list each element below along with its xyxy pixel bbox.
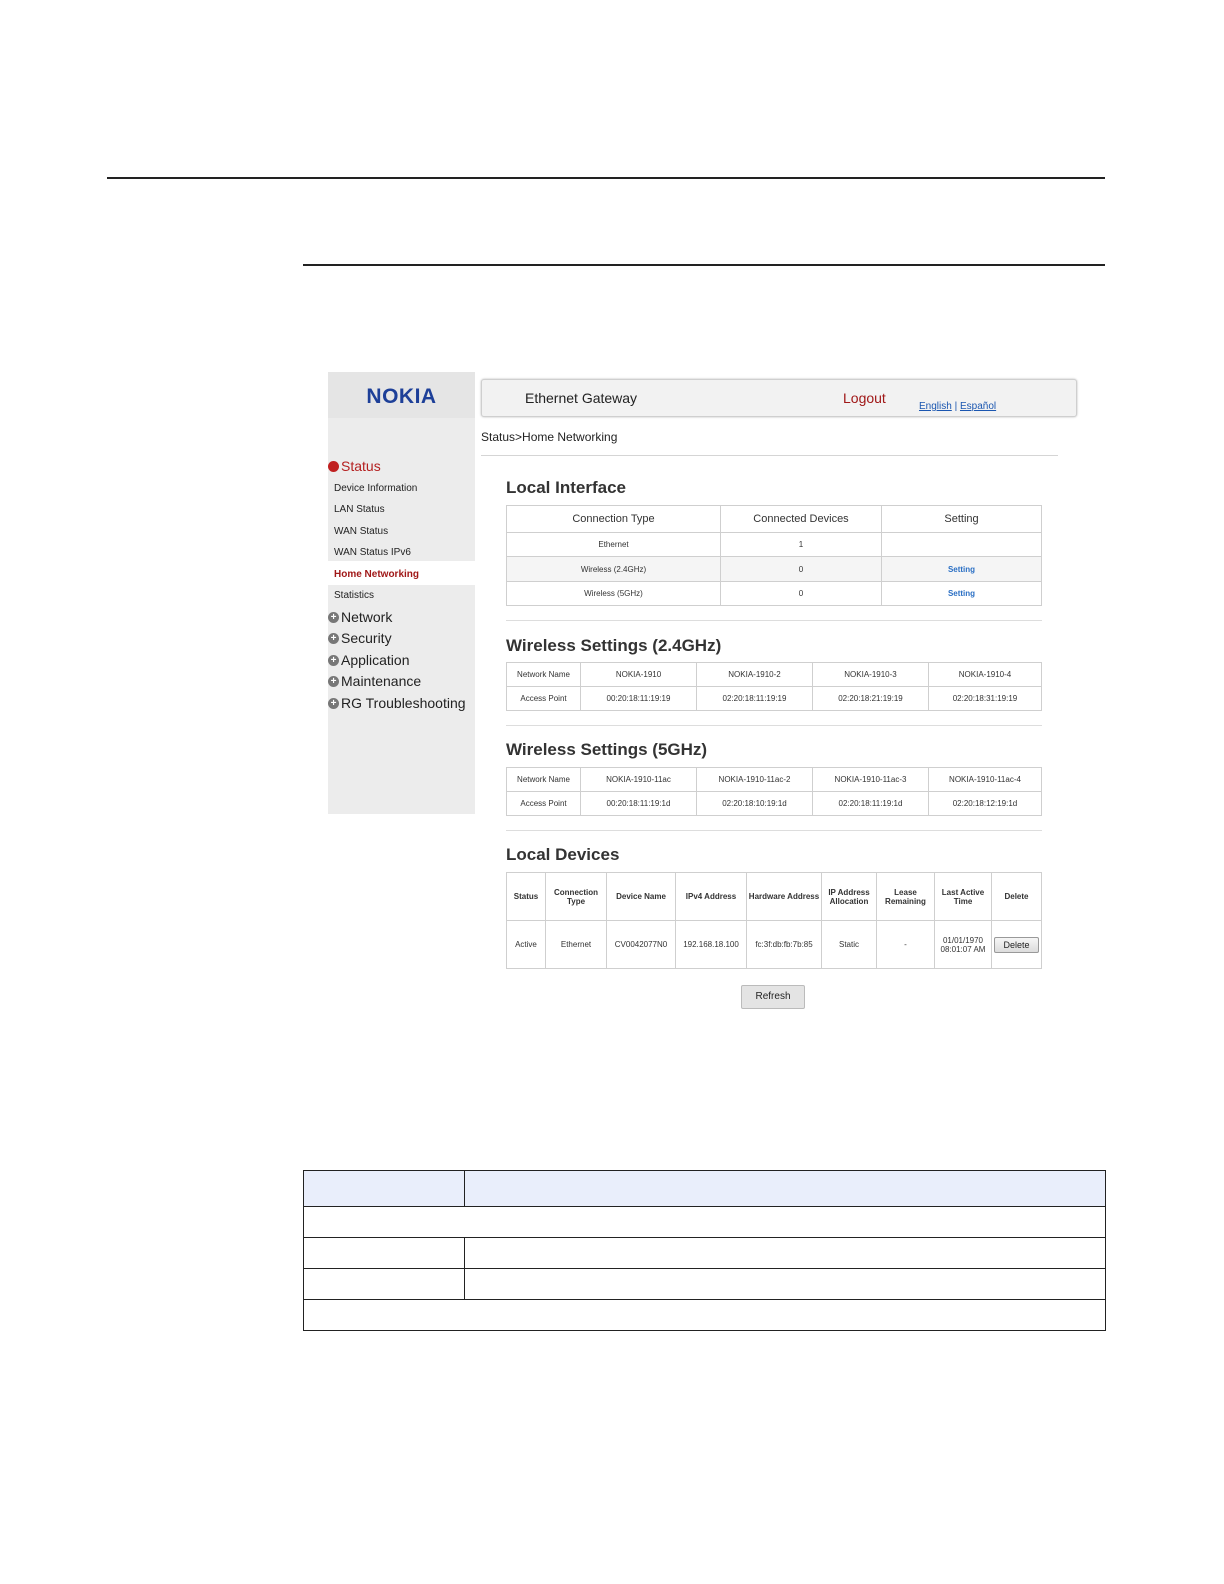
wireless-24-title: Wireless Settings (2.4GHz) bbox=[506, 636, 722, 655]
local-devices-table bbox=[506, 872, 1042, 969]
description-table bbox=[303, 1170, 1106, 1331]
cell-hardware: fc:3f:db:fb:7b:85 bbox=[747, 921, 822, 969]
sidebar-item-wan-status-ipv6[interactable]: WAN Status IPv6 bbox=[334, 547, 411, 558]
breadcrumb-divider bbox=[481, 455, 1058, 456]
col-hardware-address: Hardware Address bbox=[747, 873, 822, 921]
logo-box bbox=[328, 372, 475, 418]
table-row bbox=[507, 921, 1042, 969]
table-row bbox=[507, 663, 1042, 687]
col-delete: Delete bbox=[992, 873, 1042, 921]
local-devices-title: Local Devices bbox=[506, 845, 620, 864]
access-point: 02:20:18:12:19:1d bbox=[929, 792, 1042, 816]
cell bbox=[465, 1238, 1106, 1269]
cell-type: Wireless (2.4GHz) bbox=[507, 557, 721, 582]
col-ip-allocation: IP Address Allocation bbox=[822, 873, 877, 921]
row-label: Network Name bbox=[507, 663, 581, 687]
setting-link-5ghz[interactable]: Setting bbox=[947, 589, 976, 598]
row-label: Network Name bbox=[507, 768, 581, 792]
table-row bbox=[507, 557, 1042, 582]
spanish-link[interactable]: Español bbox=[959, 401, 997, 412]
language-switch bbox=[919, 401, 996, 412]
sidebar-group-rg-troubleshooting[interactable]: + RG Troubleshooting bbox=[328, 695, 466, 711]
table-header-row bbox=[304, 1171, 1106, 1207]
top-rule bbox=[107, 177, 1105, 179]
col-status: Status bbox=[507, 873, 546, 921]
network-name: NOKIA-1910-11ac-2 bbox=[697, 768, 813, 792]
section-divider bbox=[506, 725, 1042, 726]
cell-devices: 0 bbox=[721, 557, 882, 582]
sidebar-group-application[interactable]: + Application bbox=[328, 652, 410, 668]
col-device-name: Device Name bbox=[607, 873, 676, 921]
local-interface-table bbox=[506, 505, 1042, 606]
header-title: Ethernet Gateway bbox=[525, 390, 638, 406]
local-interface-title: Local Interface bbox=[506, 478, 626, 497]
span-cell bbox=[304, 1207, 1106, 1238]
table-row bbox=[304, 1207, 1106, 1238]
col-ipv4-address: IPv4 Address bbox=[676, 873, 747, 921]
sidebar-item-statistics[interactable]: Statistics bbox=[334, 590, 375, 601]
plus-icon: + bbox=[328, 633, 339, 644]
network-name: NOKIA-1910-11ac bbox=[581, 768, 697, 792]
sidebar-item-wan-status[interactable]: WAN Status bbox=[334, 526, 389, 537]
plus-icon: + bbox=[328, 612, 339, 623]
col-lease-remaining: Lease Remaining bbox=[877, 873, 935, 921]
gateway-screenshot bbox=[328, 372, 1080, 1014]
lang-separator: | bbox=[954, 401, 958, 412]
section-divider bbox=[506, 830, 1042, 831]
cell-allocation: Static bbox=[822, 921, 877, 969]
sidebar-item-device-information[interactable]: Device Information bbox=[334, 483, 418, 494]
table-row bbox=[507, 792, 1042, 816]
logout-link[interactable]: Logout bbox=[843, 390, 886, 406]
network-name: NOKIA-1910-3 bbox=[813, 663, 929, 687]
cell bbox=[304, 1238, 465, 1269]
cell-type: Ethernet bbox=[546, 921, 607, 969]
section-divider bbox=[506, 620, 1042, 621]
cell-status: Active bbox=[507, 921, 546, 969]
sidebar-group-status[interactable]: Status bbox=[328, 458, 381, 474]
table-row bbox=[507, 687, 1042, 711]
table-row bbox=[304, 1238, 1106, 1269]
col-connected-devices: Connected Devices bbox=[721, 506, 882, 533]
plus-icon: + bbox=[328, 655, 339, 666]
row-label: Access Point bbox=[507, 792, 581, 816]
sidebar-group-network[interactable]: + Network bbox=[328, 609, 392, 625]
sidebar bbox=[328, 418, 475, 814]
breadcrumb: Status>Home Networking bbox=[481, 430, 618, 444]
cell-devices: 0 bbox=[721, 582, 882, 606]
access-point: 00:20:18:11:19:19 bbox=[581, 687, 697, 711]
cell-setting bbox=[882, 533, 1042, 557]
network-name: NOKIA-1910-2 bbox=[697, 663, 813, 687]
network-name: NOKIA-1910 bbox=[581, 663, 697, 687]
sidebar-group-security[interactable]: + Security bbox=[328, 630, 392, 646]
table-row bbox=[507, 533, 1042, 557]
access-point: 00:20:18:11:19:1d bbox=[581, 792, 697, 816]
cell bbox=[304, 1269, 465, 1300]
wireless-5-table bbox=[506, 767, 1042, 816]
sidebar-item-lan-status[interactable]: LAN Status bbox=[334, 504, 385, 515]
refresh-button[interactable]: Refresh bbox=[741, 985, 805, 1009]
table-row bbox=[507, 582, 1042, 606]
setting-link-24ghz[interactable]: Setting bbox=[947, 564, 976, 574]
table-row bbox=[304, 1269, 1106, 1300]
sidebar-item-home-networking[interactable]: Home Networking bbox=[334, 569, 420, 580]
minus-icon bbox=[328, 461, 339, 472]
cell-lease: - bbox=[877, 921, 935, 969]
col-connection-type: Connection Type bbox=[507, 506, 721, 533]
delete-button[interactable]: Delete bbox=[994, 937, 1038, 953]
access-point: 02:20:18:11:19:1d bbox=[813, 792, 929, 816]
plus-icon: + bbox=[328, 676, 339, 687]
cell bbox=[465, 1269, 1106, 1300]
network-name: NOKIA-1910-11ac-3 bbox=[813, 768, 929, 792]
table-row bbox=[507, 768, 1042, 792]
cell-type: Ethernet bbox=[507, 533, 721, 557]
nokia-logo: NOKIA bbox=[366, 385, 437, 408]
wireless-5-title: Wireless Settings (5GHz) bbox=[506, 740, 708, 759]
plus-icon: + bbox=[328, 698, 339, 709]
cell-ipv4: 192.168.18.100 bbox=[676, 921, 747, 969]
access-point: 02:20:18:21:19:19 bbox=[813, 687, 929, 711]
header-cell bbox=[304, 1171, 465, 1207]
access-point: 02:20:18:11:19:19 bbox=[697, 687, 813, 711]
cell-device-name: CV0042077N0 bbox=[607, 921, 676, 969]
cell-last-active: 01/01/1970 08:01:07 AM bbox=[935, 921, 992, 969]
sidebar-group-maintenance[interactable]: + Maintenance bbox=[328, 673, 421, 689]
network-name: NOKIA-1910-11ac-4 bbox=[929, 768, 1042, 792]
table-row bbox=[304, 1300, 1106, 1331]
access-point: 02:20:18:10:19:1d bbox=[697, 792, 813, 816]
cell-type: Wireless (5GHz) bbox=[507, 582, 721, 606]
access-point: 02:20:18:31:19:19 bbox=[929, 687, 1042, 711]
cell-devices: 1 bbox=[721, 533, 882, 557]
col-connection-type: Connection Type bbox=[546, 873, 607, 921]
section-rule bbox=[303, 264, 1105, 266]
row-label: Access Point bbox=[507, 687, 581, 711]
col-setting: Setting bbox=[882, 506, 1042, 533]
wireless-24-table bbox=[506, 662, 1042, 711]
header-cell bbox=[465, 1171, 1106, 1207]
col-last-active-time: Last Active Time bbox=[935, 873, 992, 921]
header-bar bbox=[481, 379, 1077, 417]
span-cell bbox=[304, 1300, 1106, 1331]
network-name: NOKIA-1910-4 bbox=[929, 663, 1042, 687]
english-link[interactable]: English bbox=[919, 401, 952, 412]
